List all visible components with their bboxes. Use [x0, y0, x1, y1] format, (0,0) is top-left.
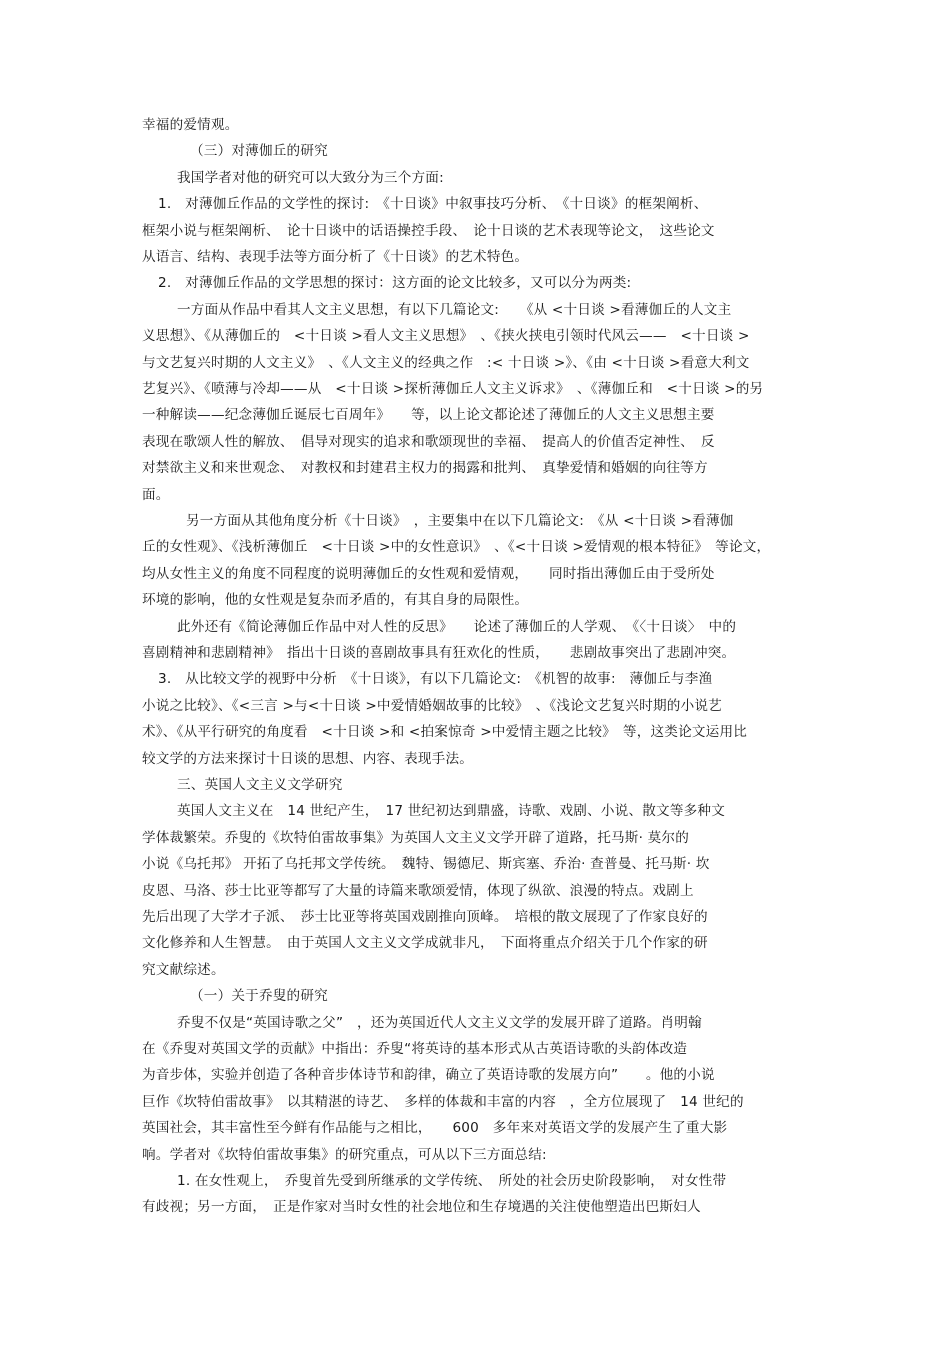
text-line: 究文献综述。	[142, 962, 225, 978]
section-heading: 三、英国人文主义文学研究	[177, 777, 343, 793]
text-line: 表现在歌颂人性的解放、 倡导对现实的追求和歌颂现世的幸福、 提高人的价值否定神性、 反	[142, 434, 715, 450]
text-line: 小说《乌托邦》 开拓了乌托邦文学传统。 魏特、锡德尼、斯宾塞、乔治· 查普曼、托马斯· 坎	[142, 856, 710, 872]
text-line: 一方面从作品中看其人文主义思想，有以下几篇论文: 《从 <十日谈 >看薄伽丘的人文主	[177, 302, 732, 318]
text-line: 小说之比较》、《<三言 >与<十日谈 >中爱情婚姻故事的比较》 、《浅论文艺复兴时期的小说艺	[142, 698, 722, 714]
section-heading: （三）对薄伽丘的研究	[190, 143, 328, 159]
section-heading: （一）关于乔叟的研究	[190, 988, 328, 1004]
text-line: 面。	[142, 487, 170, 503]
text-line: 术》、《从平行研究的角度看 <十日谈 >和 <拍案惊奇 >中爱情主题之比较》 等，这类论文运用比	[142, 724, 748, 740]
text-line: 一种解读——纪念薄伽丘诞辰七百周年》 等，以上论文都论述了薄伽丘的人文主义思想主要	[142, 407, 715, 423]
text-line: 我国学者对他的研究可以大致分为三个方面:	[177, 170, 444, 186]
text-line: 义思想》、《从薄伽丘的 <十日谈 >看人文主义思想》 、《挟火挟电引领时代风云—— <十日谈 >	[142, 328, 750, 344]
text-line: 英国人文主义在 14 世纪产生， 17 世纪初达到鼎盛，诗歌、戏剧、小说、散文等多种文	[177, 803, 726, 819]
text-line: 框架小说与框架阐析、 论十日谈中的话语操控手段、 论十日谈的艺术表现等论文， 这些论文	[142, 223, 715, 239]
text-line: 另一方面从其他角度分析《十日谈》 ，主要集中在以下几篇论文: 《从 <十日谈 >看薄伽	[186, 513, 734, 529]
list-item: 1. 对薄伽丘作品的文学性的探讨: 《十日谈》中叙事技巧分析、 《十日谈》的框架阐析、	[158, 196, 708, 212]
text-line: 均从女性主义的角度不同程度的说明薄伽丘的女性观和爱情观， 同时指出薄伽丘由于受所处	[142, 566, 715, 582]
text-line: 喜剧精神和悲剧精神》 指出十日谈的喜剧故事具有狂欢化的性质， 悲剧故事突出了悲剧冲突。	[142, 645, 736, 661]
text-line: 为音步体，实验并创造了各种音步体诗节和韵律，确立了英语诗歌的发展方向” 。他的小说	[142, 1067, 715, 1083]
text-line: 此外还有《简论薄伽丘作品中对人性的反思》 论述了薄伽丘的人学观、 《〈十日谈〉 中的	[177, 619, 737, 635]
text-line: 幸福的爱情观。	[142, 117, 239, 133]
text-line: 艺复兴》、《喷薄与冷却——从 <十日谈 >探析薄伽丘人文主义诉求》 、《薄伽丘和 <十日谈 >的另	[142, 381, 764, 397]
text-line: 对禁欲主义和来世观念、 对教权和封建君主权力的揭露和批判、 真挚爱情和婚姻的向往等方	[142, 460, 708, 476]
text-line: 英国社会，其丰富性至今鲜有作品能与之相比， 600 多年来对英语文学的发展产生了重大影	[142, 1120, 728, 1136]
text-line: 皮恩、马洛、莎士比亚等都写了大量的诗篇来歌颂爱情，体现了纵欲、浪漫的特点。戏剧上	[142, 883, 694, 899]
text-line: 乔叟不仅是“英国诗歌之父” ，还为英国近代人文主义文学的发展开辟了道路。肖明翰	[177, 1015, 702, 1031]
list-item: 2. 对薄伽丘作品的文学思想的探讨：这方面的论文比较多，又可以分为两类:	[158, 275, 632, 291]
text-line: 丘的女性观》、《浅析薄伽丘 <十日谈 >中的女性意识》 、《<十日谈 >爱情观的根本特征》 等论文，	[142, 539, 771, 555]
list-item: 3. 从比较文学的视野中分析 《十日谈》，有以下几篇论文: 《机智的故事: 薄伽丘与李渔	[158, 671, 713, 687]
text-line: 与文艺复兴时期的人文主义》 、《人文主义的经典之作 :< 十日谈 >》、《由 <十日谈 >看意大利文	[142, 355, 750, 371]
text-line: 巨作《坎特伯雷故事》 以其精湛的诗艺、 多样的体裁和丰富的内容 ，全方位展现了 14 世纪的	[142, 1094, 744, 1110]
text-line: 响。学者对《坎特伯雷故事集》的研究重点，可从以下三方面总结:	[142, 1147, 547, 1163]
text-line: 从语言、结构、表现手法等方面分析了《十日谈》的艺术特色。	[142, 249, 529, 265]
text-line: 有歧视；另一方面， 正是作家对当时女性的社会地位和生存境遇的关注使他塑造出巴斯妇人	[142, 1199, 701, 1215]
text-line: 学体裁繁荣。乔叟的《坎特伯雷故事集》为英国人文主义文学开辟了道路，托马斯· 莫尔的	[142, 830, 689, 846]
text-line: 先后出现了大学才子派、 莎士比亚等将英国戏剧推向顶峰。 培根的散文展现了了作家良好的	[142, 909, 708, 925]
text-line: 环境的影响，他的女性观是复杂而矛盾的，有其自身的局限性。	[142, 592, 529, 608]
text-line: 较文学的方法来探讨十日谈的思想、内容、表现手法。	[142, 751, 474, 767]
list-item: 1. 在女性观上， 乔叟首先受到所继承的文学传统、 所处的社会历史阶段影响， 对女性带	[177, 1173, 727, 1189]
text-line: 在《乔叟对英国文学的贡献》中指出：乔叟“将英诗的基本形式从古英语诗歌的头韵体改造	[142, 1041, 688, 1057]
text-line: 文化修养和人生智慧。 由于英国人文主义文学成就非凡， 下面将重点介绍关于几个作家的研	[142, 935, 708, 951]
